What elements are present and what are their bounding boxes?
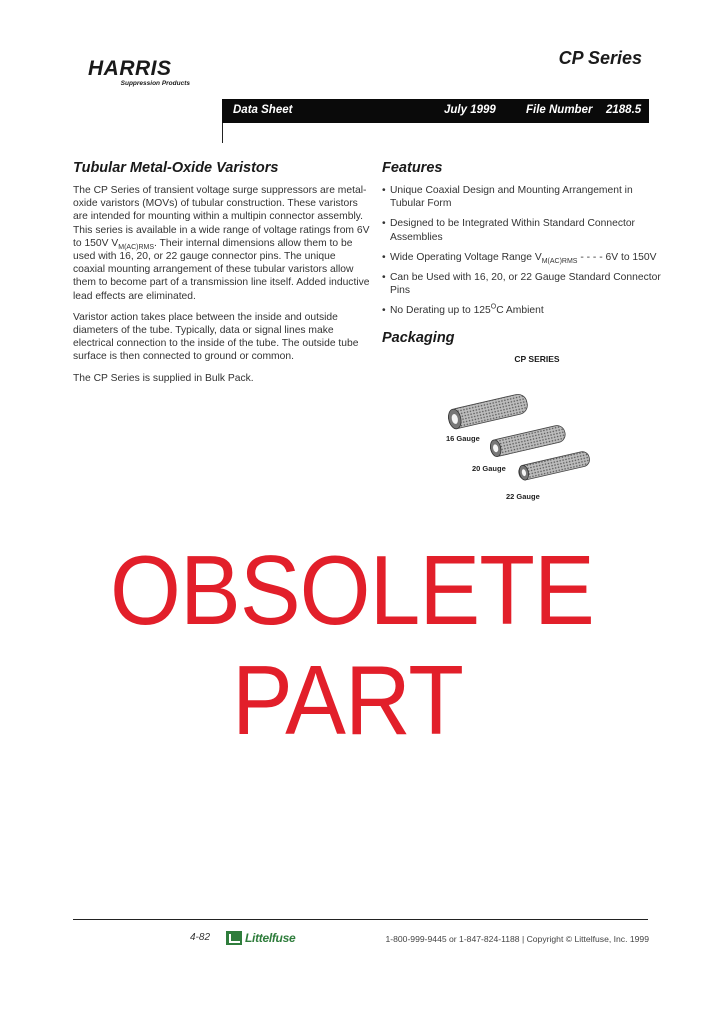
doc-type: Data Sheet	[233, 104, 293, 116]
obsolete-stamp-line1: OBSOLETE	[110, 535, 594, 645]
footer-divider	[73, 919, 648, 920]
logo-name: HARRIS	[88, 57, 172, 80]
page-number: 4-82	[190, 932, 211, 943]
features-list	[382, 184, 662, 318]
description-paragraph-1: The CP Series of transient voltage surge suppressors are metal-oxide varistors (MOVs) of tubular construction. These varistors are intended for mounting within a multipin connector assembly. This series is available in a wide range of voltage ratings from 6V to 150V $V_{M(AC)RMS}$. Their internal dimensions allow them to be used with 16, 20, or 22 gauge connector pins. The unique coaxial mounting arrangement of these tubular varistors allow them to become part of a transmission line itself. Added inductive lead effects are eliminated.	[73, 185, 370, 302]
footer-contact: 1-800-999-9445 or 1-847-824-1188 | Copyright © Littelfuse, Inc. 1999	[385, 934, 649, 944]
header-divider	[222, 123, 223, 143]
littelfuse-logo	[226, 930, 295, 946]
doc-date: July 1999	[444, 104, 496, 116]
feature-item: • Unique Coaxial Design and Mounting Arrangement in Tubular Form	[382, 184, 662, 210]
feature-item: • No Derating up to $125^OC$ Ambient	[382, 304, 662, 317]
description-title: Tubular Metal-Oxide Varistors	[73, 160, 279, 176]
description-column	[73, 160, 370, 393]
file-number: 2188.5	[606, 104, 642, 116]
littelfuse-brand: Littelfuse	[245, 931, 296, 945]
datasheet-header-bar	[222, 99, 649, 123]
obsolete-stamp-line2: PART	[232, 645, 463, 755]
series-title: CP Series	[558, 48, 642, 68]
feature-item: • Wide Operating Voltage Range $V_{M(AC)RMS}$ - - - - 6V to 150V	[382, 251, 662, 264]
varistor-tubes-figure	[440, 380, 600, 510]
features-column	[382, 160, 662, 364]
tube-16-gauge	[447, 393, 529, 430]
feature-item: • Designed to be Integrated Within Standard Connector Assemblies	[382, 217, 662, 243]
littelfuse-mark-icon	[226, 931, 242, 945]
harris-logo	[88, 58, 198, 92]
tube-22-gauge	[517, 450, 591, 481]
features-title: Features	[382, 160, 443, 176]
tube-20-gauge	[489, 424, 567, 458]
figure-label: CP SERIES	[514, 353, 560, 364]
file-number-label: File Number	[526, 104, 593, 116]
feature-item: • Can be Used with 16, 20, or 22 Gauge Standard Connector Pins	[382, 271, 662, 297]
gauge-16-label: 16 Gauge	[446, 434, 480, 443]
tubes-illustration	[440, 380, 600, 510]
packaging-title: Packaging	[382, 329, 455, 346]
gauge-22-label: 22 Gauge	[506, 492, 540, 501]
description-paragraph-3: The CP Series is supplied in Bulk Pack.	[73, 372, 254, 384]
description-paragraph-2: Varistor action takes place between the inside and outside diameters of the tube. Typically, data or signal lines make electrical connection to the inside of the tube. The outside tube surface is then connected to ground or common.	[73, 311, 359, 363]
logo-tagline: Suppression Products	[120, 80, 190, 87]
gauge-20-label: 20 Gauge	[472, 464, 506, 473]
